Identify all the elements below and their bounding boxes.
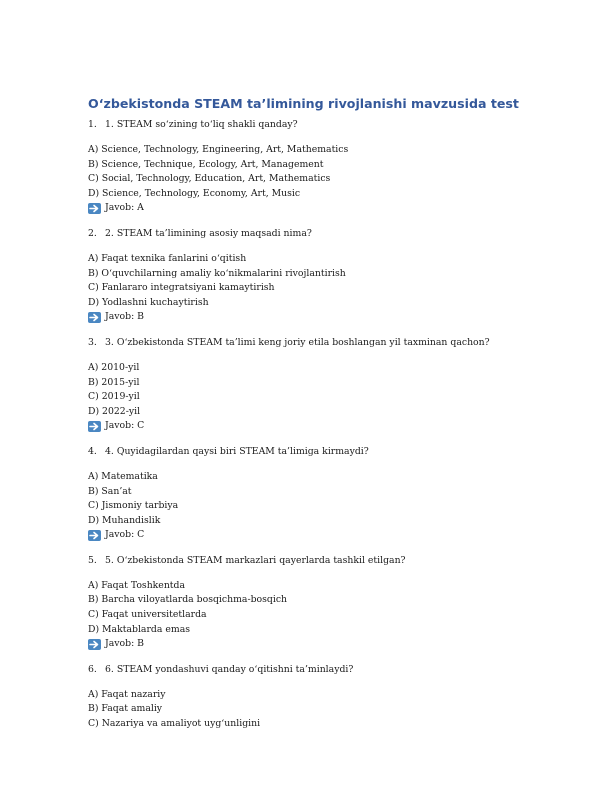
right-arrow-icon <box>88 639 101 650</box>
correct-answer <box>88 637 538 652</box>
correct-answer <box>88 528 538 543</box>
answer-option: C) Fanlararo integratsiyani kamaytirish <box>88 282 275 294</box>
question-text: 5. O‘zbekistonda STEAM markazlari qayerlarda tashkil etilgan? <box>105 554 406 566</box>
answer-option: D) 2022-yil <box>88 405 141 417</box>
answer-option: C) Social, Technology, Education, Art, Mathematics <box>88 173 331 185</box>
answer-option: D) Science, Technology, Economy, Art, Music <box>88 187 301 199</box>
question-heading <box>88 336 538 349</box>
document-page <box>88 96 538 732</box>
answer-option: B) 2015-yil <box>88 376 140 388</box>
answer-option: B) Science, Technique, Ecology, Art, Management <box>88 158 324 170</box>
question-text: 1. STEAM so‘zining to‘liq shakli qanday? <box>105 119 298 130</box>
answer-option: A) 2010-yil <box>88 361 140 373</box>
right-arrow-icon <box>88 530 101 541</box>
answer-option: B) San’at <box>88 485 132 497</box>
question-list <box>88 118 538 732</box>
question-number: 4. <box>88 445 97 457</box>
right-arrow-icon <box>88 312 101 323</box>
answer-label: Javob: B <box>105 638 144 650</box>
question-heading <box>88 445 538 458</box>
question-block <box>88 663 538 732</box>
answer-option: C) 2019-yil <box>88 391 140 403</box>
correct-answer <box>88 419 538 434</box>
answer-option: A) Faqat Toshkentda <box>88 579 186 591</box>
answer-label: Javob: A <box>105 202 144 214</box>
question-block <box>88 445 538 543</box>
answer-option: B) Faqat amaliy <box>88 703 163 715</box>
answer-label: Javob: C <box>105 529 145 541</box>
answer-label: Javob: C <box>105 420 145 432</box>
answer-option: C) Faqat universitetlarda <box>88 609 207 621</box>
answer-option: D) Yodlashni kuchaytirish <box>88 296 209 308</box>
right-arrow-icon <box>88 421 101 432</box>
answer-option: A) Matematika <box>88 470 158 482</box>
answer-option: A) Faqat texnika fanlarini o‘qitish <box>88 252 247 264</box>
correct-answer <box>88 201 538 216</box>
document-title: O‘zbekistonda STEAM ta’limining rivojlanishi mavzusida test <box>88 96 519 111</box>
question-number: 6. <box>88 663 97 675</box>
right-arrow-icon <box>88 203 101 214</box>
question-heading <box>88 118 538 131</box>
question-text: 4. Quyidagilardan qaysi biri STEAM ta’limiga kirmaydi? <box>105 445 369 457</box>
question-text: 2. STEAM ta’limining asosiy maqsadi nima? <box>105 227 312 239</box>
question-block <box>88 227 538 325</box>
answer-option: C) Nazariya va amaliyot uyg‘unligini <box>88 718 261 730</box>
answer-option: B) Barcha viloyatlarda bosqichma-bosqich <box>88 594 288 606</box>
answer-option: D) Maktablarda emas <box>88 623 191 635</box>
question-text: 3. O‘zbekistonda STEAM ta’limi keng joriy etila boshlangan yil taxminan qachon? <box>105 336 490 348</box>
answer-option: A) Science, Technology, Engineering, Art, Mathematics <box>88 144 349 155</box>
answer-option: A) Faqat nazariy <box>88 688 166 700</box>
question-block <box>88 118 538 216</box>
question-number: 5. <box>88 554 97 566</box>
question-number: 1. <box>88 119 97 130</box>
question-heading <box>88 663 538 676</box>
question-block <box>88 336 538 434</box>
question-text: 6. STEAM yondashuvi qanday o‘qitishni ta’minlaydi? <box>105 663 354 675</box>
answer-option: D) Muhandislik <box>88 514 161 526</box>
correct-answer <box>88 310 538 325</box>
question-heading <box>88 227 538 240</box>
question-block <box>88 554 538 652</box>
question-number: 2. <box>88 227 97 239</box>
question-number: 3. <box>88 336 97 348</box>
question-heading <box>88 554 538 567</box>
answer-option: C) Jismoniy tarbiya <box>88 500 179 512</box>
answer-option: B) O‘quvchilarning amaliy ko‘nikmalarini rivojlantirish <box>88 267 346 279</box>
answer-label: Javob: B <box>105 311 144 323</box>
